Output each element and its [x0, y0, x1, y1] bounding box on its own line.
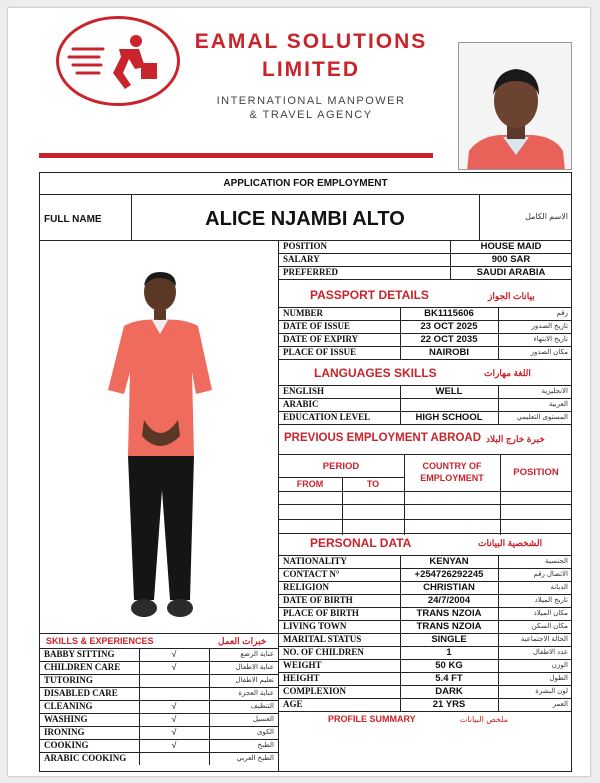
passport-photo — [458, 42, 572, 170]
application-page — [8, 8, 590, 776]
education-label: EDUCATION LEVEL — [283, 412, 371, 422]
job-section — [278, 240, 572, 279]
skill-label-ar: تعليم الاطفال — [235, 677, 274, 684]
to-header: TO — [366, 479, 380, 489]
personal-row-label: LIVING TOWN — [283, 621, 347, 631]
previous-employment-title-ar: خبرة خارج البلاد — [486, 434, 545, 444]
personal-row-value: 21 YRS — [432, 699, 466, 710]
personal-row-value: +254726292245 — [414, 569, 484, 580]
personal-row-ar: الطول — [549, 675, 568, 682]
issue-date-value: 23 OCT 2025 — [420, 321, 478, 332]
tagline-line2: & TRAVEL AGENCY — [249, 109, 373, 121]
previous-employment-table — [278, 454, 572, 534]
passport-number-ar: رقم — [556, 310, 568, 317]
skill-label: TUTORING — [44, 675, 93, 685]
personal-row-ar: مكان السكن — [531, 623, 568, 630]
preferred-value: SAUDI ARABIA — [476, 267, 546, 278]
personal-row-label: PLACE OF BIRTH — [283, 608, 359, 618]
personal-data-title-ar: الشخصية البيانات — [478, 538, 543, 548]
position-value: HOUSE MAID — [480, 241, 542, 252]
expiry-date-ar: تاريخ الانتهاء — [533, 336, 568, 343]
country-header-line1: COUNTRY OF — [422, 461, 482, 471]
full-name-label: FULL NAME — [44, 214, 102, 225]
skill-label: IRONING — [44, 727, 85, 737]
language-rows — [278, 385, 572, 424]
skill-label-ar: الطبخ — [257, 742, 274, 749]
personal-row-ar: مكان الميلاد — [533, 610, 568, 617]
personal-row-value: SINGLE — [431, 634, 467, 645]
skill-label-ar: عناية الرضع — [240, 651, 274, 658]
languages-title-ar: اللغة مهارات — [484, 368, 531, 378]
delivery-man-icon — [59, 19, 177, 103]
english-label: ENGLISH — [283, 386, 325, 396]
skill-label-ar: الطبخ العربي — [236, 755, 274, 762]
personal-row-label: WEIGHT — [283, 660, 322, 670]
expiry-date-value: 22 OCT 2035 — [420, 334, 478, 345]
skill-label: CLEANING — [44, 701, 93, 711]
salary-label: SALARY — [283, 254, 320, 264]
personal-row-value: TRANS NZOIA — [416, 621, 482, 632]
place-of-issue-label: PLACE OF ISSUE — [283, 347, 357, 357]
full-name-label-ar: الاسم الكامل — [525, 212, 568, 221]
personal-row-label: NO. OF CHILDREN — [283, 647, 364, 657]
personal-row-value: 1 — [446, 647, 452, 658]
issue-date-ar: تاريخ الصدور — [531, 323, 568, 330]
passport-number-label: NUMBER — [283, 308, 323, 318]
skill-label: COOKING — [44, 740, 89, 750]
skill-checkmark: √ — [171, 701, 177, 711]
skill-checkmark: √ — [171, 662, 177, 672]
passport-title: PASSPORT DETAILS — [310, 288, 429, 302]
personal-row-label: RELIGION — [283, 582, 330, 592]
arabic-ar: العربية — [548, 401, 568, 408]
expiry-date-label: DATE OF EXPIRY — [283, 334, 359, 344]
skill-label: CHILDREN CARE — [44, 662, 121, 672]
personal-row-label: CONTACT N° — [283, 569, 340, 579]
personal-row-label: AGE — [283, 699, 303, 709]
place-of-issue-ar: مكان الصدور — [530, 349, 568, 356]
issue-date-label: DATE OF ISSUE — [283, 321, 351, 331]
skills-title-ar: خبرات العمل — [218, 636, 267, 646]
personal-row-value: CHRISTIAN — [423, 582, 475, 593]
personal-row-value: DARK — [435, 686, 463, 697]
english-ar: الانجليزية — [541, 388, 568, 395]
skill-label: DISABLED CARE — [44, 688, 118, 698]
skill-label-ar: الغسيل — [252, 716, 274, 723]
personal-data-title: PERSONAL DATA — [310, 536, 412, 550]
skill-label: BABBY SITTING — [44, 649, 115, 659]
personal-row-label: HEIGHT — [283, 673, 320, 683]
passport-title-ar: بيانات الجواز — [488, 291, 535, 301]
languages-title: LANGUAGES SKILLS — [314, 366, 437, 380]
english-value: WELL — [435, 386, 463, 397]
profile-summary-ar: ملخص البيانات — [459, 715, 508, 724]
personal-row-ar: الجنسية — [545, 558, 568, 565]
profile-summary-label: PROFILE SUMMARY — [328, 714, 416, 724]
personal-row-label: MARITAL STATUS — [283, 634, 362, 644]
header-divider — [39, 153, 433, 158]
personal-row-value: TRANS NZOIA — [416, 608, 482, 619]
period-header: PERIOD — [322, 461, 360, 472]
form-title: APPLICATION FOR EMPLOYMENT — [223, 178, 388, 189]
full-body-photo — [88, 270, 238, 625]
company-name-line1: EAMAL SOLUTIONS — [194, 30, 428, 53]
skills-rows — [39, 648, 278, 765]
skill-checkmark: √ — [171, 740, 177, 750]
personal-row-ar: الديانة — [550, 584, 568, 591]
full-name-value: ALICE NJAMBI ALTO — [205, 208, 405, 230]
skill-label-ar: التنظيف — [250, 703, 274, 710]
skills-title: SKILLS & EXPERIENCES — [46, 636, 154, 646]
education-value: HIGH SCHOOL — [415, 412, 483, 423]
skill-label: WASHING — [44, 714, 88, 724]
skill-label: ARABIC COOKING — [44, 753, 127, 763]
personal-row-ar: الاتصال رقم — [533, 571, 568, 578]
personal-row-label: COMPLEXION — [283, 686, 346, 696]
personal-row-label: DATE OF BIRTH — [283, 595, 353, 605]
company-name-line2: LIMITED — [262, 58, 360, 81]
personal-row-ar: الوزن — [551, 662, 568, 669]
personal-row-value: 50 KG — [435, 660, 463, 671]
country-header-line2: EMPLOYMENT — [420, 473, 484, 483]
tagline-line1: INTERNATIONAL MANPOWER — [216, 95, 406, 107]
education-ar: المستوى التعليمي — [516, 414, 568, 421]
personal-rows — [278, 555, 572, 711]
skill-label-ar: عناية العجزة — [238, 690, 274, 697]
position-header: POSITION — [513, 467, 559, 478]
personal-row-value: 24/7/2004 — [427, 595, 471, 606]
passport-rows — [278, 307, 572, 359]
skill-checkmark: √ — [171, 714, 177, 724]
personal-row-ar: لون البشرة — [535, 688, 568, 695]
personal-row-ar: العمر — [552, 701, 568, 708]
previous-employment-title: PREVIOUS EMPLOYMENT ABROAD — [284, 432, 482, 444]
personal-row-value: 5.4 FT — [435, 673, 463, 684]
arabic-label: ARABIC — [283, 399, 319, 409]
company-logo — [56, 16, 180, 106]
personal-row-ar: الحالة الاجتماعية — [520, 636, 568, 643]
passport-number-value: BK1115606 — [424, 308, 474, 319]
personal-row-ar: تاريخ الميلاد — [534, 597, 568, 604]
personal-row-ar: عدد الاطفال — [532, 649, 568, 656]
personal-row-label: NATIONALITY — [283, 556, 347, 566]
personal-row-value: KENYAN — [429, 556, 469, 567]
place-of-issue-value: NAIROBI — [428, 347, 470, 358]
preferred-label: PREFERRED — [283, 267, 339, 277]
position-label: POSITION — [283, 241, 328, 251]
skill-label-ar: عناية الاطفال — [235, 664, 274, 671]
salary-value: 900 SAR — [491, 254, 531, 265]
skill-checkmark: √ — [171, 649, 177, 659]
skill-checkmark: √ — [171, 727, 177, 737]
from-header: FROM — [296, 479, 324, 489]
skill-label-ar: الكوى — [256, 729, 274, 736]
